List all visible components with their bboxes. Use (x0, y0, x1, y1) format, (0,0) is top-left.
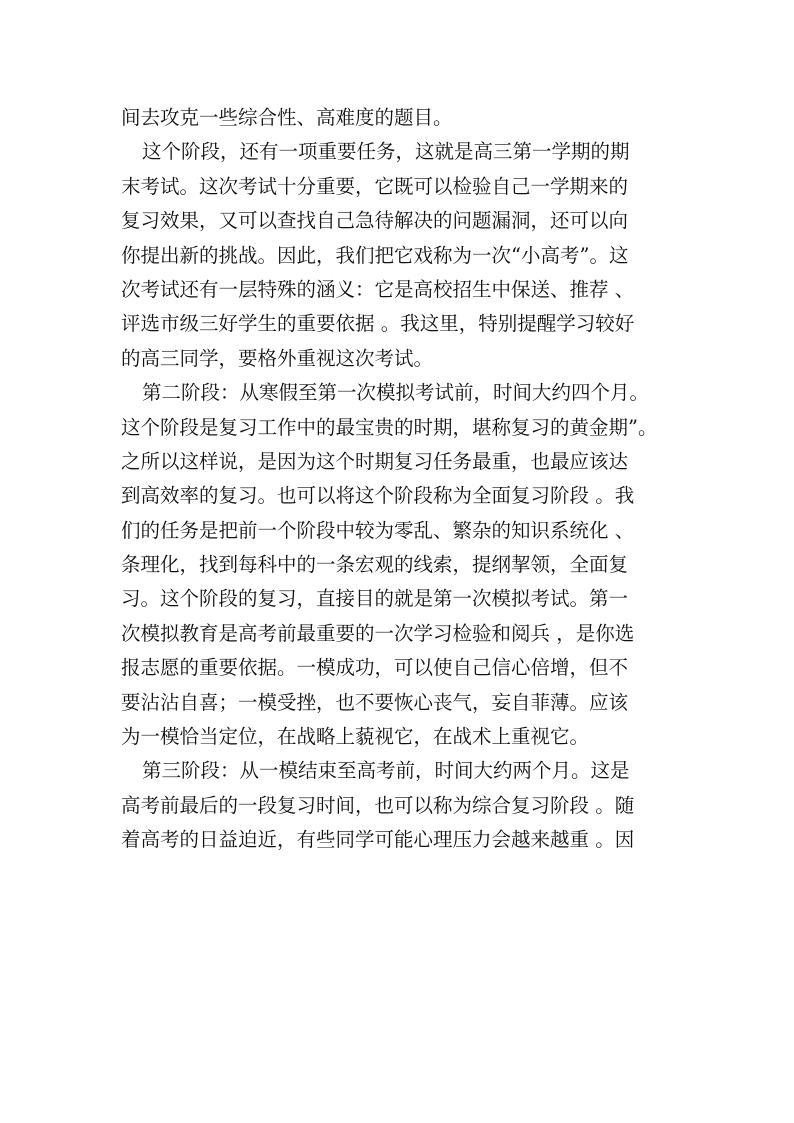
text-line: 这个阶段是复习工作中的最宝贵的时期，堪称复习的黄金期”。 (121, 415, 658, 439)
paragraph-first-line: 这个阶段，还有一项重要任务，这就是高三第一学期的期 (142, 140, 630, 164)
text-line: 次模拟教育是高考前最重要的一次学习检验和阅兵 ，是你选 (121, 621, 635, 645)
text-line: 要沾沾自喜；一模受挫，也不要恢心丧气，妄自菲薄。应该 (121, 690, 629, 714)
text-line: 复习效果，又可以查找自己急待解决的问题漏洞，还可以向 (121, 209, 629, 233)
text-line: 着高考的日益迫近，有些同学可能心理压力会越来越重 。因 (121, 828, 635, 852)
text-line: 末考试。这次考试十分重要，它既可以检验自己一学期来的 (121, 174, 629, 198)
text-line: 高考前最后的一段复习时间，也可以称为综合复习阶段 。随 (121, 793, 635, 817)
text-line: 评选市级三好学生的重要依据 。我这里，特别提醒学习较好 (121, 312, 635, 336)
paragraph-first-line: 第二阶段：从寒假至第一次模拟考试前，时间大约四个月。 (142, 381, 650, 405)
text-line: 为一模恰当定位，在战略上藐视它，在战术上重视它。 (121, 725, 590, 749)
text-line: 之所以这样说，是因为这个时期复习任务最重，也最应该达 (121, 449, 629, 473)
text-line: 们的任务是把前一个阶段中较为零乱、繁杂的知识系统化 、 (121, 518, 635, 542)
text-line: 次考试还有一层特殊的涵义：它是高校招生中保送、推荐 、 (121, 277, 635, 301)
text-line: 条理化，找到每科中的一条宏观的线索，提纲挈领，全面复 (121, 553, 629, 577)
text-line: 到高效率的复习。也可以将这个阶段称为全面复习阶段 。我 (121, 484, 635, 508)
text-line: 间去攻克一些综合性、高难度的题目。 (121, 106, 453, 129)
text-line: 报志愿的重要依据。一模成功，可以使自己信心倍增，但不 (121, 656, 629, 680)
document-body (121, 101, 681, 858)
paragraph-first-line: 第三阶段：从一模结束至高考前，时间大约两个月。这是 (142, 759, 630, 783)
text-line: 你提出新的挑战。因此，我们把它戏称为一次“小高考”。这 (121, 243, 629, 267)
text-line: 的高三同学，要格外重视这次考试。 (121, 346, 434, 370)
text-line: 习。这个阶段的复习，直接目的就是第一次模拟考试。第一 (121, 587, 629, 611)
